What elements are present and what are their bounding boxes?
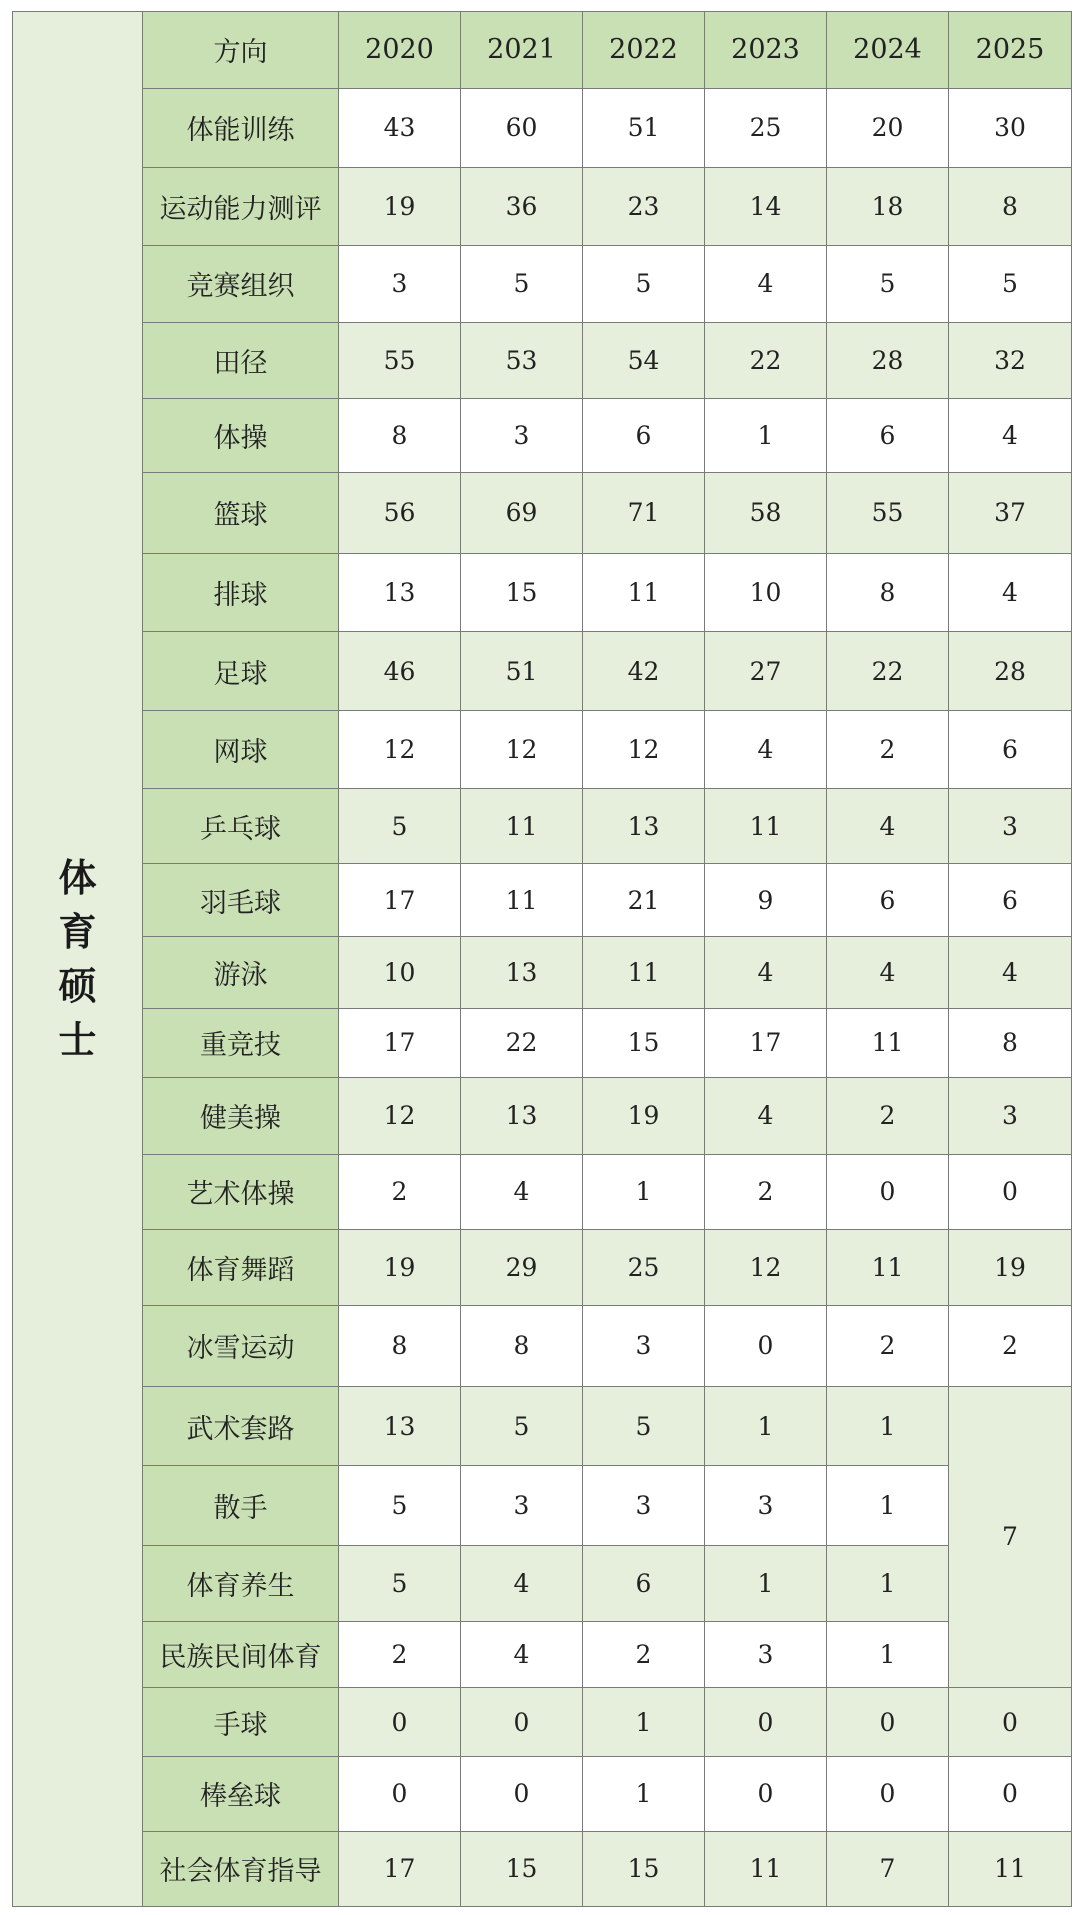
year-header-2023: 2023: [705, 12, 827, 89]
value-cell: 23: [583, 167, 705, 245]
direction-label: 体育养生: [143, 1546, 339, 1622]
value-cell: 15: [583, 1831, 705, 1906]
value-cell: 4: [461, 1154, 583, 1229]
value-cell: 15: [461, 1831, 583, 1906]
side-category-label: [13, 12, 143, 1907]
value-cell: 0: [827, 1688, 949, 1757]
enrollment-table-container: [12, 11, 1071, 1907]
value-cell: 1: [583, 1756, 705, 1831]
value-cell: 8: [827, 553, 949, 632]
value-cell: 71: [583, 472, 705, 553]
direction-label: 武术套路: [143, 1386, 339, 1466]
value-cell: 51: [583, 88, 705, 167]
value-cell: 10: [705, 553, 827, 632]
value-cell: 1: [827, 1466, 949, 1546]
year-header-2021: 2021: [461, 12, 583, 89]
value-cell: 69: [461, 472, 583, 553]
value-cell: 0: [461, 1688, 583, 1757]
value-cell: 17: [339, 1831, 461, 1906]
value-cell: 13: [461, 937, 583, 1009]
value-cell: 11: [705, 1831, 827, 1906]
value-cell: 5: [339, 1546, 461, 1622]
value-cell: 11: [949, 1831, 1072, 1906]
value-cell: 6: [583, 398, 705, 472]
direction-label: 手球: [143, 1688, 339, 1757]
value-cell: 1: [583, 1154, 705, 1229]
direction-label: 乒乓球: [143, 789, 339, 864]
value-cell: 4: [949, 553, 1072, 632]
value-cell: 1: [705, 1386, 827, 1466]
value-cell: 17: [339, 1008, 461, 1077]
value-cell: 13: [583, 789, 705, 864]
value-cell: 3: [949, 789, 1072, 864]
table-row: [13, 1622, 1072, 1688]
value-cell: 2: [949, 1305, 1072, 1386]
value-cell: 0: [949, 1154, 1072, 1229]
direction-label: 棒垒球: [143, 1756, 339, 1831]
value-cell: 42: [583, 632, 705, 711]
value-cell: 2: [827, 1305, 949, 1386]
value-cell: 3: [949, 1077, 1072, 1154]
table-row: [13, 322, 1072, 398]
direction-label: 体操: [143, 398, 339, 472]
value-cell: 0: [705, 1305, 827, 1386]
table-row: [13, 1831, 1072, 1906]
table-row: [13, 1305, 1072, 1386]
value-cell: 2: [827, 711, 949, 789]
year-header-2024: 2024: [827, 12, 949, 89]
direction-label: 排球: [143, 553, 339, 632]
value-cell: 4: [949, 937, 1072, 1009]
direction-label: 羽毛球: [143, 864, 339, 937]
value-cell: 25: [583, 1229, 705, 1305]
value-cell: 5: [583, 1386, 705, 1466]
value-cell: 28: [949, 632, 1072, 711]
value-cell: 3: [461, 1466, 583, 1546]
header-row: [13, 12, 1072, 89]
value-cell: 29: [461, 1229, 583, 1305]
value-cell: 13: [461, 1077, 583, 1154]
value-cell: 18: [827, 167, 949, 245]
value-cell: 21: [583, 864, 705, 937]
value-cell: 8: [461, 1305, 583, 1386]
value-cell: 0: [705, 1688, 827, 1757]
table-row: [13, 245, 1072, 322]
value-cell: 36: [461, 167, 583, 245]
value-cell: 3: [339, 245, 461, 322]
table-row: [13, 632, 1072, 711]
value-cell: 60: [461, 88, 583, 167]
value-cell: 4: [705, 1077, 827, 1154]
value-cell: 3: [705, 1622, 827, 1688]
table-row: [13, 1688, 1072, 1757]
value-cell: 58: [705, 472, 827, 553]
year-header-2022: 2022: [583, 12, 705, 89]
value-cell: 1: [827, 1386, 949, 1466]
value-cell: 2: [583, 1622, 705, 1688]
value-cell: 19: [949, 1229, 1072, 1305]
value-cell: 4: [705, 245, 827, 322]
value-cell: 51: [461, 632, 583, 711]
value-cell: 43: [339, 88, 461, 167]
value-cell: 7: [827, 1831, 949, 1906]
value-cell: 12: [461, 711, 583, 789]
value-cell: 19: [339, 167, 461, 245]
value-cell: 6: [949, 711, 1072, 789]
value-cell: 17: [339, 864, 461, 937]
value-cell: 19: [583, 1077, 705, 1154]
table-row: [13, 472, 1072, 553]
value-cell: 37: [949, 472, 1072, 553]
direction-label: 体能训练: [143, 88, 339, 167]
table-row: [13, 789, 1072, 864]
value-cell: 11: [583, 937, 705, 1009]
direction-label: 篮球: [143, 472, 339, 553]
value-cell: 5: [461, 1386, 583, 1466]
table-row: [13, 1466, 1072, 1546]
value-cell: 11: [461, 789, 583, 864]
value-cell: 1: [705, 398, 827, 472]
year-header-2025: 2025: [949, 12, 1072, 89]
value-cell: 1: [583, 1688, 705, 1757]
value-cell: 2: [705, 1154, 827, 1229]
value-cell: 6: [827, 398, 949, 472]
value-cell: 2: [339, 1622, 461, 1688]
value-cell: 8: [339, 398, 461, 472]
value-cell: 0: [827, 1756, 949, 1831]
direction-label: 游泳: [143, 937, 339, 1009]
direction-label: 竞赛组织: [143, 245, 339, 322]
value-cell: 12: [339, 1077, 461, 1154]
value-cell: 15: [461, 553, 583, 632]
value-cell: 2: [827, 1077, 949, 1154]
value-cell: 3: [583, 1466, 705, 1546]
table-row: [13, 1008, 1072, 1077]
value-cell: 15: [583, 1008, 705, 1077]
value-cell: 6: [949, 864, 1072, 937]
value-cell: 5: [461, 245, 583, 322]
value-cell: 1: [705, 1546, 827, 1622]
value-cell: 5: [583, 245, 705, 322]
value-cell: 0: [339, 1756, 461, 1831]
table-row: [13, 1229, 1072, 1305]
value-cell: 11: [583, 553, 705, 632]
direction-label: 民族民间体育: [143, 1622, 339, 1688]
value-cell: 5: [949, 245, 1072, 322]
value-cell: 22: [461, 1008, 583, 1077]
value-cell: 1: [827, 1546, 949, 1622]
value-cell: 5: [339, 1466, 461, 1546]
value-cell: 3: [705, 1466, 827, 1546]
direction-label: 运动能力测评: [143, 167, 339, 245]
value-cell: 10: [339, 937, 461, 1009]
value-cell: 3: [461, 398, 583, 472]
value-cell: 12: [339, 711, 461, 789]
merged-value-cell: 7: [949, 1386, 1072, 1688]
value-cell: 9: [705, 864, 827, 937]
table-row: [13, 88, 1072, 167]
direction-label: 散手: [143, 1466, 339, 1546]
value-cell: 4: [827, 937, 949, 1009]
value-cell: 11: [827, 1008, 949, 1077]
value-cell: 4: [705, 711, 827, 789]
direction-label: 重竞技: [143, 1008, 339, 1077]
value-cell: 0: [705, 1756, 827, 1831]
value-cell: 27: [705, 632, 827, 711]
value-cell: 1: [827, 1622, 949, 1688]
table-row: [13, 1077, 1072, 1154]
side-label-char: 硕: [58, 964, 97, 1008]
value-cell: 46: [339, 632, 461, 711]
value-cell: 3: [583, 1305, 705, 1386]
value-cell: 0: [461, 1756, 583, 1831]
value-cell: 4: [461, 1546, 583, 1622]
table-row: [13, 398, 1072, 472]
value-cell: 30: [949, 88, 1072, 167]
value-cell: 32: [949, 322, 1072, 398]
value-cell: 0: [949, 1688, 1072, 1757]
value-cell: 53: [461, 322, 583, 398]
value-cell: 2: [339, 1154, 461, 1229]
value-cell: 28: [827, 322, 949, 398]
value-cell: 13: [339, 1386, 461, 1466]
direction-label: 网球: [143, 711, 339, 789]
value-cell: 11: [461, 864, 583, 937]
side-label-char: 体: [58, 856, 97, 900]
direction-header: 方向: [143, 12, 339, 89]
value-cell: 12: [583, 711, 705, 789]
direction-label: 足球: [143, 632, 339, 711]
direction-label: 健美操: [143, 1077, 339, 1154]
value-cell: 5: [339, 789, 461, 864]
side-label-char: 育: [58, 910, 97, 954]
enrollment-table: [12, 11, 1072, 1907]
value-cell: 55: [339, 322, 461, 398]
value-cell: 4: [461, 1622, 583, 1688]
value-cell: 55: [827, 472, 949, 553]
value-cell: 8: [949, 1008, 1072, 1077]
direction-label: 冰雪运动: [143, 1305, 339, 1386]
value-cell: 8: [339, 1305, 461, 1386]
table-row: [13, 864, 1072, 937]
direction-label: 体育舞蹈: [143, 1229, 339, 1305]
value-cell: 13: [339, 553, 461, 632]
direction-label: 社会体育指导: [143, 1831, 339, 1906]
table-row: [13, 1546, 1072, 1622]
value-cell: 19: [339, 1229, 461, 1305]
value-cell: 11: [705, 789, 827, 864]
table-row: [13, 167, 1072, 245]
value-cell: 6: [583, 1546, 705, 1622]
value-cell: 8: [949, 167, 1072, 245]
value-cell: 4: [827, 789, 949, 864]
table-row: [13, 1386, 1072, 1466]
direction-label: 田径: [143, 322, 339, 398]
value-cell: 5: [827, 245, 949, 322]
value-cell: 6: [827, 864, 949, 937]
value-cell: 4: [705, 937, 827, 1009]
value-cell: 56: [339, 472, 461, 553]
value-cell: 0: [949, 1756, 1072, 1831]
direction-label: 艺术体操: [143, 1154, 339, 1229]
table-row: [13, 711, 1072, 789]
table-row: [13, 1154, 1072, 1229]
value-cell: 12: [705, 1229, 827, 1305]
table-row: [13, 553, 1072, 632]
value-cell: 4: [949, 398, 1072, 472]
value-cell: 14: [705, 167, 827, 245]
value-cell: 25: [705, 88, 827, 167]
side-label-char: 士: [58, 1018, 97, 1062]
table-row: [13, 937, 1072, 1009]
value-cell: 17: [705, 1008, 827, 1077]
value-cell: 0: [827, 1154, 949, 1229]
year-header-2020: 2020: [339, 12, 461, 89]
table-row: [13, 1756, 1072, 1831]
value-cell: 22: [705, 322, 827, 398]
value-cell: 20: [827, 88, 949, 167]
value-cell: 11: [827, 1229, 949, 1305]
value-cell: 22: [827, 632, 949, 711]
value-cell: 0: [339, 1688, 461, 1757]
value-cell: 54: [583, 322, 705, 398]
